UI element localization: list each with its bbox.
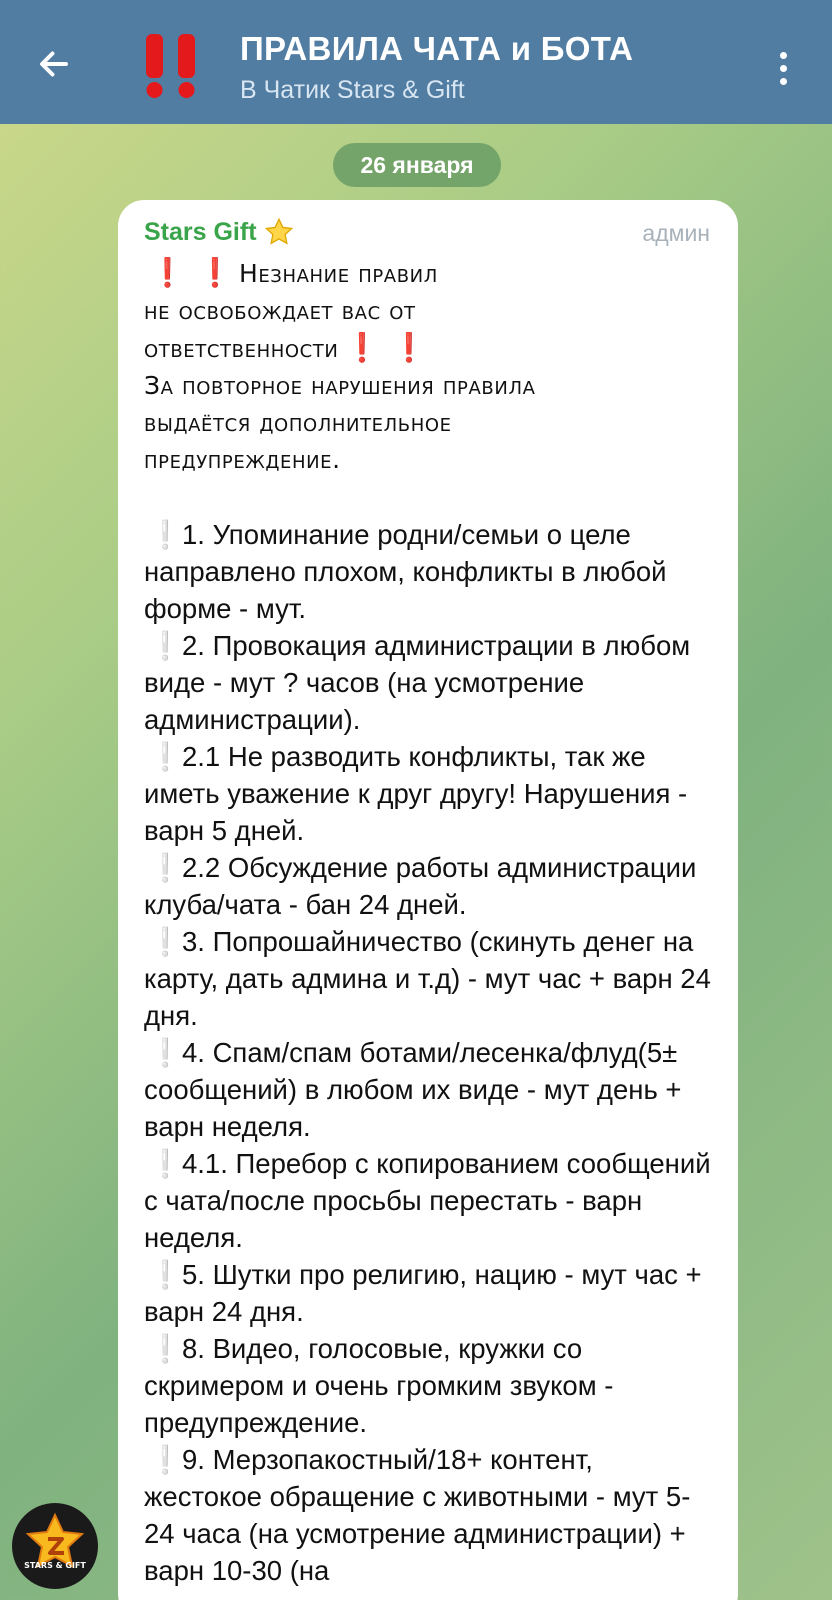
chat-subtitle[interactable]: В Чатик Stars & Gift xyxy=(240,76,465,104)
logo-caption: STARS & GIFT xyxy=(24,1561,86,1570)
rule-item: ❕5. Шутки про религию, нацию - мут час + варн 24 дня. xyxy=(144,1256,714,1330)
more-options-button[interactable] xyxy=(768,46,798,90)
rule-item: ❕4.1. Перебор с копированием сообщений с чата/после просьбы перестать - варн неделя. xyxy=(144,1145,714,1256)
rules-list xyxy=(144,516,714,1589)
grey-exclamation-icon: ❕ xyxy=(148,630,183,661)
grey-exclamation-icon: ❕ xyxy=(148,926,183,957)
sender-label: Stars Gift xyxy=(144,217,257,246)
grey-exclamation-icon: ❕ xyxy=(148,1037,183,1068)
sender-name[interactable] xyxy=(144,216,295,248)
rule-item: ❕8. Видео, голосовые, кружки со скримером и очень громким звуком - предупреждение. xyxy=(144,1330,714,1441)
exclamation-icon: ❗ xyxy=(391,331,428,364)
rule-item: ❕1. Упоминание родни/семьи о целе направлено плохом, конфликты в любой форме - мут. xyxy=(144,516,714,627)
exclamation-icon: ❗ xyxy=(150,256,186,289)
intro-line: выдаётся дополнительное xyxy=(144,408,452,437)
double-exclamation-icon xyxy=(140,32,204,100)
message-bubble[interactable] xyxy=(118,200,738,1600)
admin-badge: админ xyxy=(642,220,710,246)
chat-title[interactable]: ПРАВИЛА ЧАТА и БОТА xyxy=(240,30,634,67)
sender-avatar[interactable] xyxy=(12,1503,98,1589)
exclamation-icon: ❗ xyxy=(197,256,233,289)
grey-exclamation-icon: ❕ xyxy=(148,852,183,883)
grey-exclamation-icon: ❕ xyxy=(148,1333,183,1364)
intro-line: предупреждение. xyxy=(144,445,341,474)
message-header xyxy=(144,214,714,254)
intro-line: ❗ ❗ Незнание правил xyxy=(150,256,438,289)
rule-item: ❕2.2 Обсуждение работы администрации клуба/чата - бан 24 дней. xyxy=(144,849,714,923)
rule-item: ❕9. Мерзопакостный/18+ контент, жестокое обращение с животными - мут 5-24 часа (на усмотрение администрации) + варн 10-30 (на xyxy=(144,1441,714,1589)
rule-item: ❕2.1 Не разводить конфликты, так же иметь уважение к друг другу! Нарушения - варн 5 дней. xyxy=(144,738,714,849)
star-logo-icon xyxy=(12,1503,98,1589)
arrow-left-icon xyxy=(36,46,72,82)
exclamation-icon: ❗ xyxy=(344,331,380,364)
grey-exclamation-icon: ❕ xyxy=(148,1259,183,1290)
chat-avatar[interactable] xyxy=(140,32,204,100)
chat-header xyxy=(0,0,832,124)
intro-line: не освобождает вас от xyxy=(144,296,416,325)
grey-exclamation-icon: ❕ xyxy=(148,741,183,772)
rule-item: ❕3. Попрошайничество (скинуть денег на карту, дать админа и т.д) - мут час + варн 24 дня. xyxy=(144,923,714,1034)
more-vertical-icon xyxy=(780,52,787,59)
rules-intro xyxy=(144,254,714,478)
back-button[interactable] xyxy=(30,40,78,88)
grey-exclamation-icon: ❕ xyxy=(148,1444,183,1475)
intro-line: ответственности ❗ ❗ xyxy=(144,331,428,364)
star-icon xyxy=(263,216,295,248)
grey-exclamation-icon: ❕ xyxy=(148,519,183,550)
rule-item: ❕4. Спам/спам ботами/лесенка/флуд(5± сообщений) в любом их виде - мут день + варн неделя. xyxy=(144,1034,714,1145)
grey-exclamation-icon: ❕ xyxy=(148,1148,183,1179)
date-separator: 26 января xyxy=(333,143,501,187)
intro-line: За повторное нарушения правила xyxy=(144,371,536,400)
rule-item: ❕2. Провокация администрации в любом виде - мут ? часов (на усмотрение администрации). xyxy=(144,627,714,738)
